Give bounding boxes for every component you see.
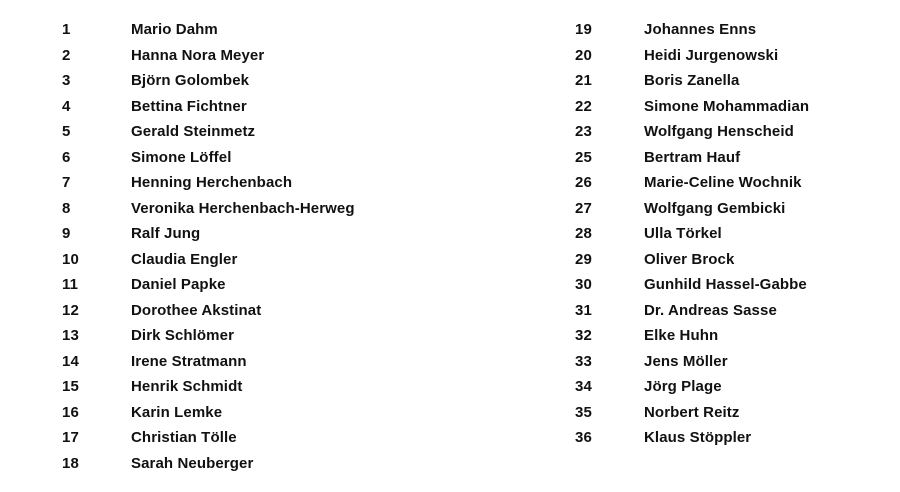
- list-name: Klaus Stöppler: [644, 429, 752, 447]
- list-name: Mario Dahm: [131, 21, 218, 39]
- list-item: [62, 94, 355, 120]
- list-name: Hanna Nora Meyer: [131, 46, 265, 64]
- list-number: 35: [575, 403, 592, 421]
- list-name: Claudia Engler: [131, 250, 238, 268]
- list-item: [62, 17, 355, 43]
- list-number: 15: [62, 378, 79, 396]
- list-number: 10: [62, 250, 79, 268]
- list-item: [62, 145, 355, 171]
- list-item: [62, 43, 355, 69]
- list-number: 16: [62, 403, 79, 421]
- list-item: [62, 374, 355, 400]
- list-number: 1: [62, 21, 71, 39]
- list-number: 22: [575, 97, 592, 115]
- list-number: 2: [62, 46, 71, 64]
- list-item: [62, 400, 355, 426]
- list-item: [575, 221, 809, 247]
- list-number: 32: [575, 327, 592, 345]
- list-number: 25: [575, 148, 592, 166]
- list-item: [62, 451, 355, 477]
- list-item: [575, 323, 809, 349]
- list-item: [62, 221, 355, 247]
- list-number: 14: [62, 352, 79, 370]
- list-name: Veronika Herchenbach-Herweg: [131, 199, 355, 217]
- list-item: [575, 425, 809, 451]
- list-item: [575, 374, 809, 400]
- list-name: Bertram Hauf: [644, 148, 741, 166]
- list-item: [575, 298, 809, 324]
- list-name: Karin Lemke: [131, 403, 223, 421]
- list-number: 21: [575, 72, 592, 90]
- list-number: 18: [62, 454, 79, 472]
- list-number: 7: [62, 174, 71, 192]
- list-number: 11: [62, 276, 79, 294]
- list-item: [62, 425, 355, 451]
- list-item: [575, 17, 809, 43]
- list-number: 12: [62, 301, 79, 319]
- list-number: 28: [575, 225, 592, 243]
- list-item: [575, 272, 809, 298]
- list-item: [62, 349, 355, 375]
- list-name: Bettina Fichtner: [131, 97, 247, 115]
- list-number: 4: [62, 97, 71, 115]
- list-name: Ulla Törkel: [644, 225, 722, 243]
- list-name: Ralf Jung: [131, 225, 201, 243]
- list-number: 23: [575, 123, 592, 141]
- list-name: Heidi Jurgenowski: [644, 46, 779, 64]
- list-name: Henning Herchenbach: [131, 174, 293, 192]
- list-number: 33: [575, 352, 592, 370]
- list-number: 26: [575, 174, 592, 192]
- list-item: [575, 94, 809, 120]
- list-name: Irene Stratmann: [131, 352, 247, 370]
- list-number: 5: [62, 123, 71, 141]
- list-number: 6: [62, 148, 71, 166]
- list-item: [575, 145, 809, 171]
- list-name: Jörg Plage: [644, 378, 722, 396]
- list-name: Simone Mohammadian: [644, 97, 810, 115]
- list-number: 27: [575, 199, 592, 217]
- list-item: [62, 298, 355, 324]
- list-name: Wolfgang Henscheid: [644, 123, 794, 141]
- list-name: Dr. Andreas Sasse: [644, 301, 777, 319]
- list-item: [62, 119, 355, 145]
- list-name: Oliver Brock: [644, 250, 735, 268]
- list-item: [575, 400, 809, 426]
- list-name: Gunhild Hassel-Gabbe: [644, 276, 807, 294]
- list-item: [62, 196, 355, 222]
- list-number: 9: [62, 225, 71, 243]
- list-name: Henrik Schmidt: [131, 378, 243, 396]
- list-item: [575, 349, 809, 375]
- list-number: 13: [62, 327, 79, 345]
- list-item: [575, 68, 809, 94]
- list-number: 3: [62, 72, 71, 90]
- list-number: 31: [575, 301, 592, 319]
- list-number: 19: [575, 21, 592, 39]
- list-item: [575, 170, 809, 196]
- list-item: [575, 247, 809, 273]
- list-name: Christian Tölle: [131, 429, 237, 447]
- list-name: Elke Huhn: [644, 327, 719, 345]
- list-item: [575, 196, 809, 222]
- left-candidate-list: [62, 17, 355, 476]
- list-item: [62, 247, 355, 273]
- list-number: 36: [575, 429, 592, 447]
- list-name: Daniel Papke: [131, 276, 226, 294]
- list-name: Jens Möller: [644, 352, 728, 370]
- list-number: 29: [575, 250, 592, 268]
- list-item: [62, 272, 355, 298]
- list-name: Marie-Celine Wochnik: [644, 174, 802, 192]
- list-name: Norbert Reitz: [644, 403, 740, 421]
- list-name: Wolfgang Gembicki: [644, 199, 786, 217]
- list-item: [62, 170, 355, 196]
- list-item: [62, 68, 355, 94]
- list-name: Gerald Steinmetz: [131, 123, 256, 141]
- list-name: Sarah Neuberger: [131, 454, 254, 472]
- list-number: 8: [62, 199, 71, 217]
- list-name: Boris Zanella: [644, 72, 740, 90]
- list-number: 20: [575, 46, 592, 64]
- right-candidate-list: [575, 17, 809, 451]
- list-number: 17: [62, 429, 79, 447]
- list-item: [575, 119, 809, 145]
- list-name: Dirk Schlömer: [131, 327, 235, 345]
- list-item: [62, 323, 355, 349]
- list-item: [575, 43, 809, 69]
- list-name: Simone Löffel: [131, 148, 232, 166]
- list-number: 34: [575, 378, 592, 396]
- list-name: Johannes Enns: [644, 21, 757, 39]
- list-number: 30: [575, 276, 592, 294]
- list-name: Björn Golombek: [131, 72, 250, 90]
- list-name: Dorothee Akstinat: [131, 301, 262, 319]
